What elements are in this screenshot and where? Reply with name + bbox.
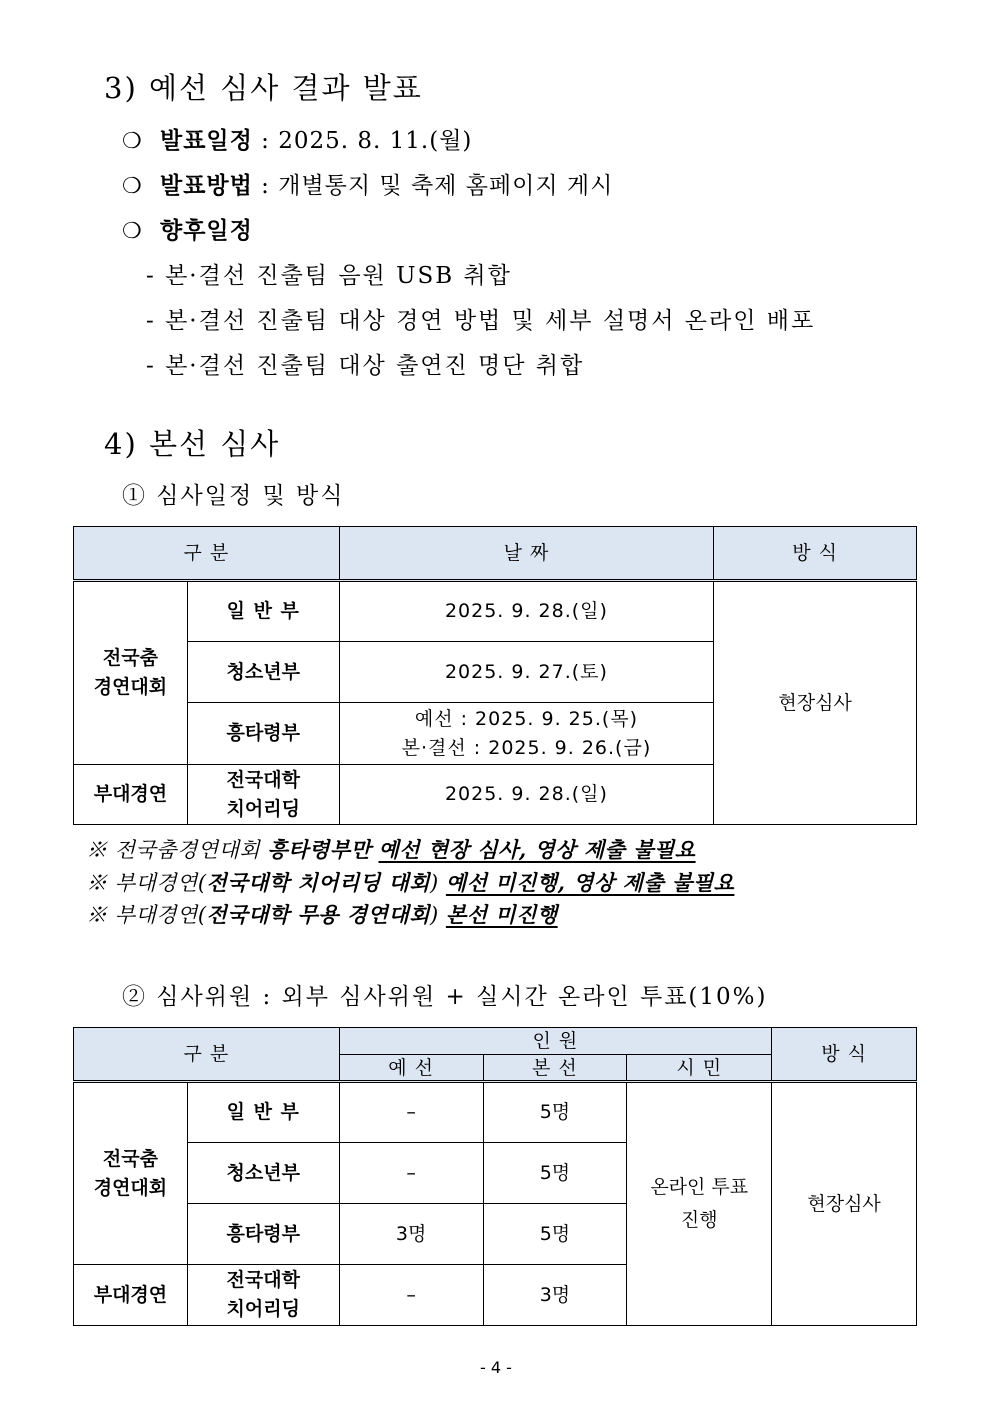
bullet-announce-method: ❍ 발표방법 : 개별통지 및 축제 홈페이지 게시 [122,172,614,199]
schedule-table [73,526,917,825]
table-row-prelim: 3명 [339,1204,483,1265]
table-row-cat: 흥타령부 [187,1204,339,1265]
group-dance-contest: 전국춤 경연대회 [74,1082,188,1265]
note-3: ※ 부대경연(전국대학 무용 경연대회) 본선 미진행 [86,902,558,927]
subsection1-title: ① 심사일정 및 방식 [122,483,345,509]
schedule-item-3: - 본·결선 진출팀 대상 출연진 명단 취합 [146,353,585,379]
method-cell: 현장심사 [772,1082,917,1326]
table-row-date: 예선 : 2025. 9. 25.(목) 본·결선 : 2025. 9. 26.(금) [339,703,714,765]
group-side-events: 부대경연 [74,1265,188,1326]
header-method: 방 식 [714,527,917,581]
bullet-announce-date: ❍ 발표일정 : 2025. 8. 11.(월) [122,127,473,154]
note-1: ※ 전국춤경연대회 흥타령부만 예선 현장 심사, 영상 제출 불필요 [86,837,696,862]
table-row-cat: 청소년부 [187,642,339,703]
table-row-prelim: – [339,1265,483,1326]
table-row-date: 2025. 9. 28.(일) [339,581,714,642]
header-people: 인 원 [339,1028,771,1055]
bullet-future-schedule: ❍ 향후일정 [122,217,253,244]
section3-title: 3) 예선 심사 결과 발표 [104,71,423,105]
table-row-cat: 흥타령부 [187,703,339,765]
page-number: - 4 - [480,1358,512,1377]
table-row-cat: 일 반 부 [187,1082,339,1143]
group-dance-contest: 전국춤 경연대회 [74,581,188,765]
header-category: 구 분 [74,527,340,581]
table-row-main: 5명 [483,1082,627,1143]
table-row-main: 5명 [483,1143,627,1204]
table-row-main: 5명 [483,1204,627,1265]
header-method: 방 식 [772,1028,917,1082]
table-row-cat: 전국대학 치어리딩 [187,1265,339,1326]
method-cell: 현장심사 [714,581,917,825]
citizen-cell: 온라인 투표 진행 [627,1082,772,1326]
header-prelim: 예 선 [339,1055,483,1082]
table-row-prelim: – [339,1143,483,1204]
header-category: 구 분 [74,1028,340,1082]
note-2: ※ 부대경연(전국대학 치어리딩 대회) 예선 미진행, 영상 제출 불필요 [86,870,735,895]
table-row-cat: 전국대학 치어리딩 [187,765,339,825]
table-row-prelim: – [339,1082,483,1143]
schedule-item-2: - 본·결선 진출팀 대상 경연 방법 및 세부 설명서 온라인 배포 [146,308,816,334]
table-row-date: 2025. 9. 27.(토) [339,642,714,703]
judges-table [73,1027,917,1326]
subsection2-title: ② 심사위원 : 외부 심사위원 + 실시간 온라인 투표(10%) [122,984,768,1010]
header-date: 날 짜 [339,527,714,581]
header-main: 본 선 [483,1055,627,1082]
section4-title: 4) 본선 심사 [104,427,281,461]
schedule-item-1: - 본·결선 진출팀 음원 USB 취합 [146,263,512,289]
table-row-main: 3명 [483,1265,627,1326]
table-row-cat: 청소년부 [187,1143,339,1204]
header-citizen: 시 민 [627,1055,772,1082]
table-row-date: 2025. 9. 28.(일) [339,765,714,825]
table-row-cat: 일 반 부 [187,581,339,642]
group-side-events: 부대경연 [74,765,188,825]
